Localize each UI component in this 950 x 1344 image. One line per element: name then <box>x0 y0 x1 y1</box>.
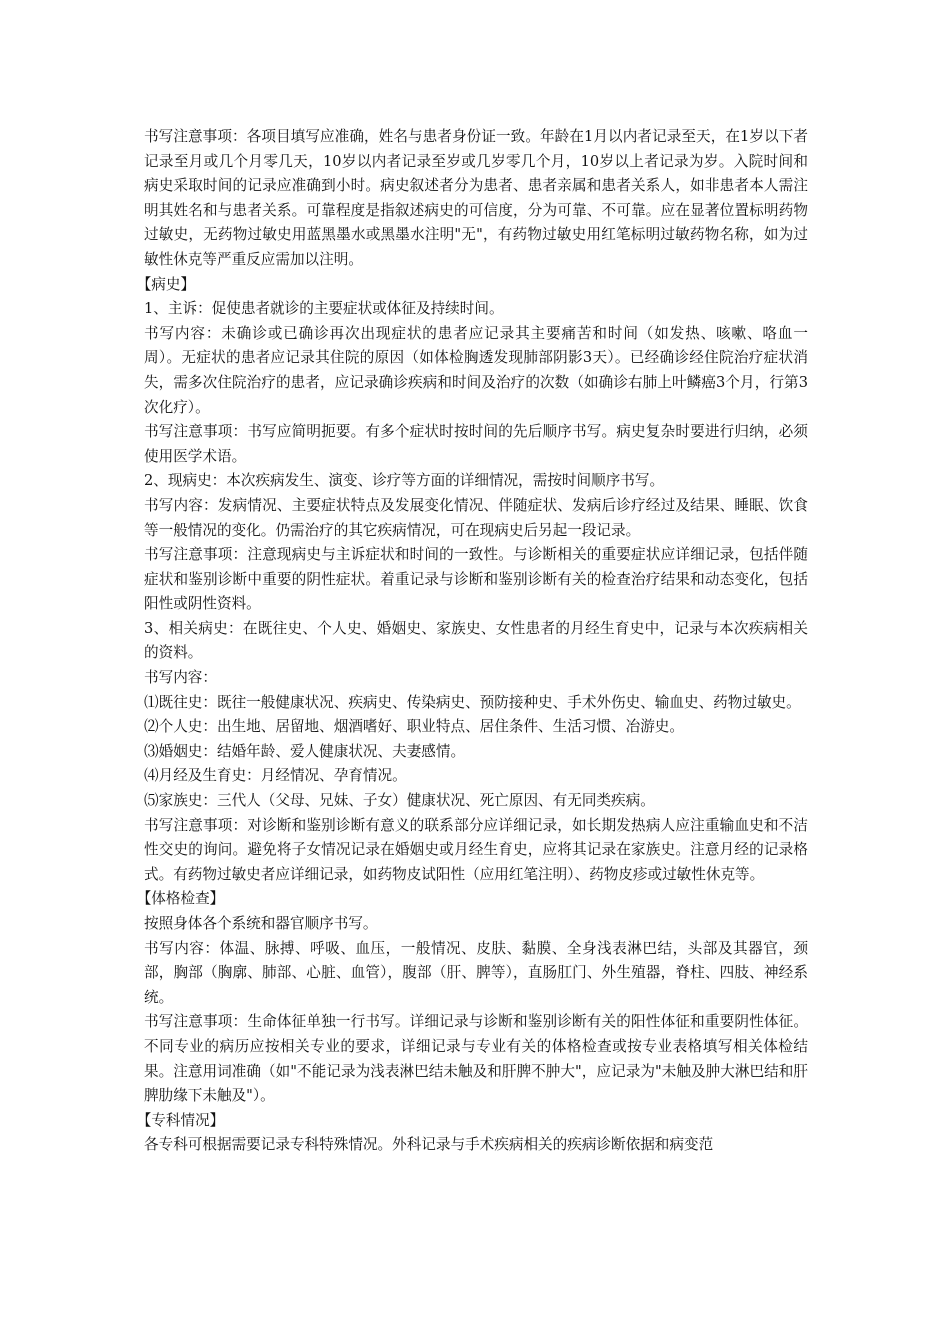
physical-exam-content: 书写内容：体温、脉搏、呼吸、血压，一般情况、皮肤、黏膜、全身浅表淋巴结，头部及其器官，颈部，胸部（胸廓、肺部、心脏、血管），腹部（肝、脾等），直肠肛门、外生殖器，脊柱、四肢、神经系统。 <box>144 939 808 1006</box>
marital-history-item: ⑶婚姻史：结婚年龄、爱人健康状况、夫妻感情。 <box>144 742 466 760</box>
present-illness-title: 2、现病史：本次疾病发生、演变、诊疗等方面的详细情况，需按时间顺序书写。 <box>144 472 665 490</box>
related-history-title: 3、相关病史：在既往史、个人史、婚姻史、家族史、女性患者的月经生育史中，记录与本次疾病相关的资料。 <box>144 619 808 662</box>
specialty-content: 各专科可根据需要记录专科特殊情况。外科记录与手术疾病相关的疾病诊断依据和病变范 <box>144 1136 714 1154</box>
chief-complaint-content: 书写内容：未确诊或已确诊再次出现症状的患者应记录其主要痛苦和时间（如发热、咳嗽、咯血一周）。无症状的患者应记录其住院的原因（如体检胸透发现肺部阴影3天）。已经确诊经住院治疗症状消失，需多次住院治疗的患者，应记录确诊疾病和时间及治疗的次数（如确诊右肺上叶鳞癌3个月，行第3次化疗）。 <box>144 324 808 416</box>
document-body <box>136 125 808 1158</box>
intro-notes-paragraph: 书写注意事项：各项目填写应准确，姓名与患者身份证一致。年龄在1月以内者记录至天，在1岁以下者记录至月或几个月零几天，10岁以内者记录至岁或几岁零几个月，10岁以上者记录为岁。入院时间和病史采取时间的记录应准确到小时。病史叙述者分为患者、患者亲属和患者关系人，如非患者本人需注明其姓名和与患者关系。可靠程度是指叙述病史的可信度，分为可靠、不可靠。应在显著位置标明药物过敏史，无药物过敏史用蓝黑墨水或黑墨水注明"无"，有药物过敏史用红笔标明过敏药物名称，如为过敏性休克等严重反应需加以注明。 <box>144 128 808 268</box>
section-heading-history: 【病史】 <box>136 275 196 293</box>
related-history-notes: 书写注意事项：对诊断和鉴别诊断有意义的联系部分应详细记录，如长期发热病人应注重输血史和不洁性交史的询问。避免将子女情况记录在婚姻史或月经生育史，应将其记录在家族史。注意月经的记录格式。有药物过敏史者应详细记录，如药物皮试阳性（应用红笔注明）、药物皮疹或过敏性休克等。 <box>144 816 808 883</box>
section-heading-specialty: 【专科情况】 <box>136 1111 225 1129</box>
section-heading-physical-exam: 【体格检查】 <box>136 890 225 908</box>
physical-exam-notes: 书写注意事项：生命体征单独一行书写。详细记录与诊断和鉴别诊断有关的阳性体征和重要阴性体征。不同专业的病历应按相关专业的要求，详细记录与专业有关的体格检查或按专业表格填写相关体检结果。注意用词准确（如"不能记录为浅表淋巴结未触及和肝脾不肿大"，应记录为"未触及肿大淋巴结和肝脾肋缘下未触及"）。 <box>144 1013 808 1105</box>
personal-history-item: ⑵个人史：出生地、居留地、烟酒嗜好、职业特点、居住条件、生活习惯、冶游史。 <box>144 718 684 736</box>
physical-exam-intro: 按照身体各个系统和器官顺序书写。 <box>144 915 378 932</box>
past-history-item: ⑴既往史：既往一般健康状况、疾病史、传染病史、预防接种史、手术外伤史、输血史、药物过敏史。 <box>144 693 801 711</box>
present-illness-notes: 书写注意事项：注意现病史与主诉症状和时间的一致性。与诊断相关的重要症状应详细记录，包括伴随症状和鉴别诊断中重要的阴性症状。着重记录与诊断和鉴别诊断有关的检查治疗结果和动态变化，包括阳性或阴性资料。 <box>144 546 808 613</box>
present-illness-content: 书写内容：发病情况、主要症状特点及发展变化情况、伴随症状、发病后诊疗经过及结果、睡眠、饮食等一般情况的变化。仍需治疗的其它疾病情况，可在现病史后另起一段记录。 <box>144 496 808 539</box>
family-history-item: ⑸家族史：三代人（父母、兄妹、子女）健康状况、死亡原因、有无同类疾病。 <box>144 792 655 810</box>
menstrual-history-item: ⑷月经及生育史：月经情况、孕育情况。 <box>144 767 407 785</box>
chief-complaint-title: 1、主诉：促使患者就诊的主要症状或体征及持续时间。 <box>144 300 504 318</box>
related-history-content-label: 书写内容： <box>144 669 217 687</box>
chief-complaint-notes: 书写注意事项：书写应简明扼要。有多个症状时按时间的先后顺序书写。病史复杂时要进行归纳，必须使用医学术语。 <box>144 423 808 465</box>
